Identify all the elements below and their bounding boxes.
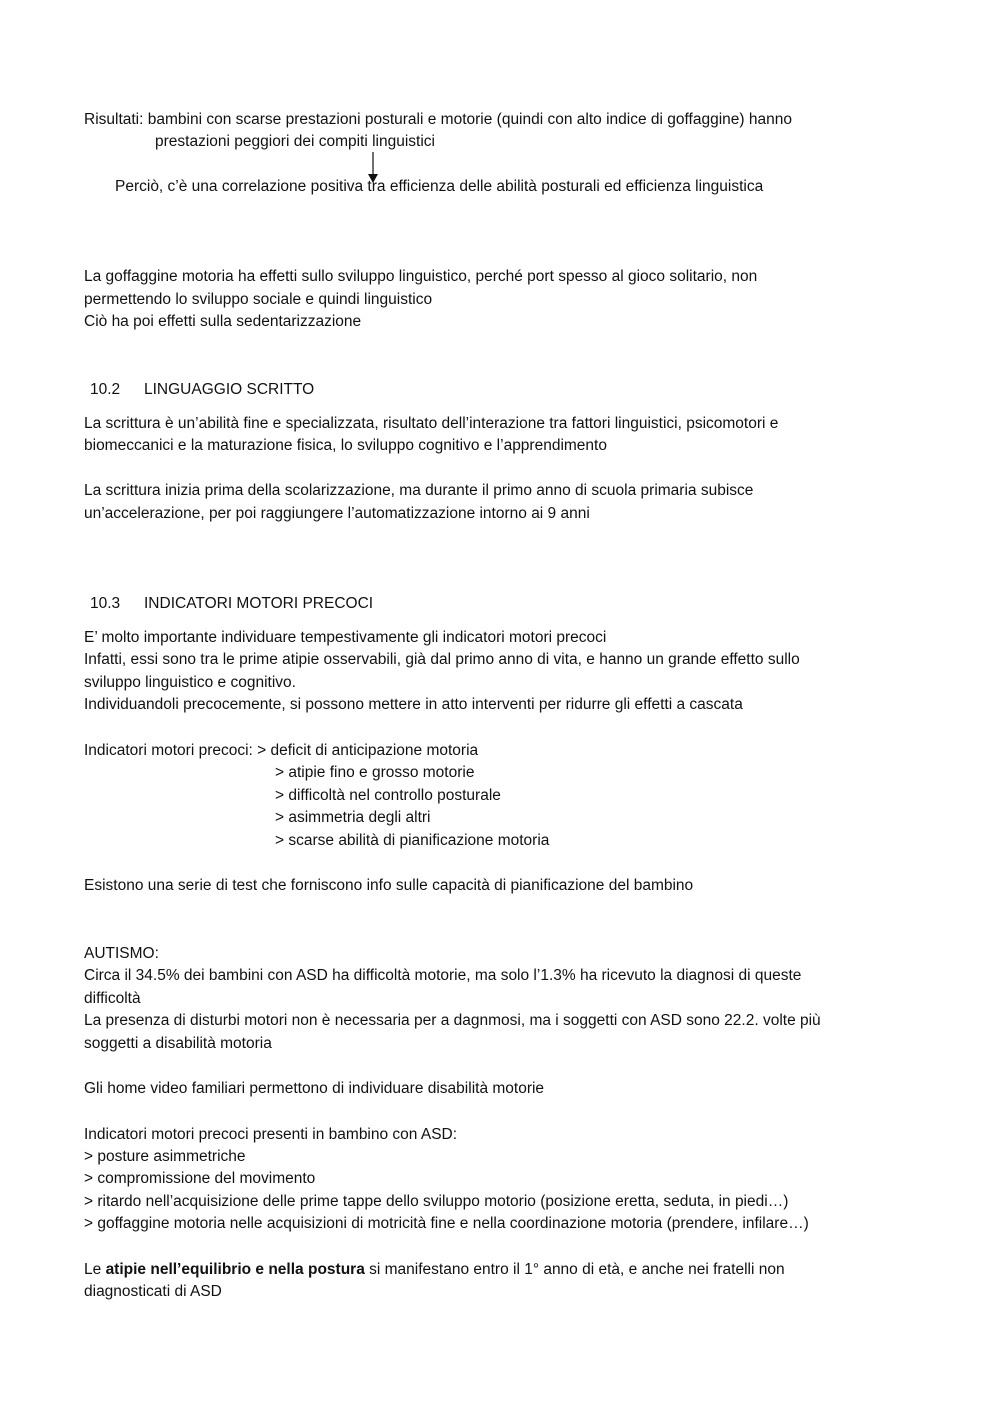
scrittura-line-2: biomeccanici e la maturazione fisica, lo sviluppo cognitivo e l’apprendimento [84, 437, 607, 454]
indicator-item: > difficoltà nel controllo posturale [275, 787, 501, 804]
conclusion-line: Perciò, c’è una correlazione positiva tra efficienza delle abilità posturali ed efficienza linguistica [115, 178, 764, 195]
indicator-item: > scarse abilità di pianificazione motoria [275, 832, 550, 849]
risultati-line-1: Risultati: bambini con scarse prestazioni posturali e motorie (quindi con alto indice di goffaggine) hanno [84, 111, 792, 128]
final-suffix: si manifestano entro il 1° anno di età, e anche nei fratelli non [364, 1261, 785, 1278]
section-number: 10.3 [90, 595, 121, 612]
asd-list-item: > ritardo nell’acquisizione delle prime tappe dello sviluppo motorio (posizione eretta, seduta, in piedi…) [84, 1193, 789, 1210]
scrittura-line-3: La scrittura inizia prima della scolarizzazione, ma durante il primo anno di scuola primaria subisce [84, 482, 754, 499]
indicatori-line-4: Individuandoli precocemente, si possono mettere in atto interventi per ridurre gli effetti a cascata [84, 696, 743, 713]
final-line-1 [84, 1259, 785, 1281]
section-title: INDICATORI MOTORI PRECOCI [144, 595, 374, 612]
final-prefix: Le [84, 1261, 106, 1278]
goffaggine-line-1: La goffaggine motoria ha effetti sullo sviluppo linguistico, perché port spesso al gioco solitario, non [84, 268, 758, 285]
asd-list-title: Indicatori motori precoci presenti in bambino con ASD: [84, 1126, 458, 1143]
autismo-title: AUTISMO: [84, 945, 159, 962]
autismo-line-1: Circa il 34.5% dei bambini con ASD ha difficoltà motorie, ma solo l’1.3% ha ricevuto la diagnosi di queste [84, 967, 802, 984]
indicatori-line-1: E’ molto importante individuare tempestivamente gli indicatori motori precoci [84, 629, 607, 646]
section-number: 10.2 [90, 381, 121, 398]
risultati-line-2: prestazioni peggiori dei compiti linguistici [155, 133, 435, 150]
indicators-label: Indicatori motori precoci: > deficit di anticipazione motoria [84, 742, 479, 759]
autismo-line-4: soggetti a disabilità motoria [84, 1035, 272, 1052]
scrittura-line-4: un’accelerazione, per poi raggiungere l’automatizzazione intorno ai 9 anni [84, 505, 590, 522]
section-10-2-heading [90, 379, 314, 401]
autismo-line-3: La presenza di disturbi motori non è necessaria per a dagnmosi, ma i soggetti con ASD sono 22.2. volte più [84, 1012, 821, 1029]
scrittura-line-1: La scrittura è un’abilità fine e specializzata, risultato dell’interazione tra fattori linguistici, psicomotori e [84, 415, 779, 432]
autismo-line-2: difficoltà [84, 990, 141, 1007]
indicatori-line-3: sviluppo linguistico e cognitivo. [84, 674, 296, 691]
indicator-item: > atipie fino e grosso motorie [275, 764, 475, 781]
goffaggine-line-2: permettendo lo sviluppo sociale e quindi linguistico [84, 291, 433, 308]
indicatori-line-2: Infatti, essi sono tra le prime atipie osservabili, già dal primo anno di vita, e hanno un grande effetto sullo [84, 651, 800, 668]
goffaggine-line-3: Ciò ha poi effetti sulla sedentarizzazione [84, 313, 362, 330]
tests-line: Esistono una serie di test che forniscono info sulle capacità di pianificazione del bambino [84, 877, 694, 894]
asd-list-item: > posture asimmetriche [84, 1148, 246, 1165]
indicator-item: > asimmetria degli altri [275, 809, 431, 826]
asd-list-item: > goffaggine motoria nelle acquisizioni di motricità fine e nella coordinazione motoria (prendere, infilare…) [84, 1215, 809, 1232]
asd-list-item: > compromissione del movimento [84, 1170, 316, 1187]
final-bold-text: atipie nell’equilibrio e nella postura [105, 1261, 365, 1278]
final-line-2: diagnosticati di ASD [84, 1283, 222, 1300]
home-video-line: Gli home video familiari permettono di individuare disabilità motorie [84, 1080, 545, 1097]
section-10-3-heading [90, 593, 373, 615]
section-title: LINGUAGGIO SCRITTO [144, 381, 315, 398]
